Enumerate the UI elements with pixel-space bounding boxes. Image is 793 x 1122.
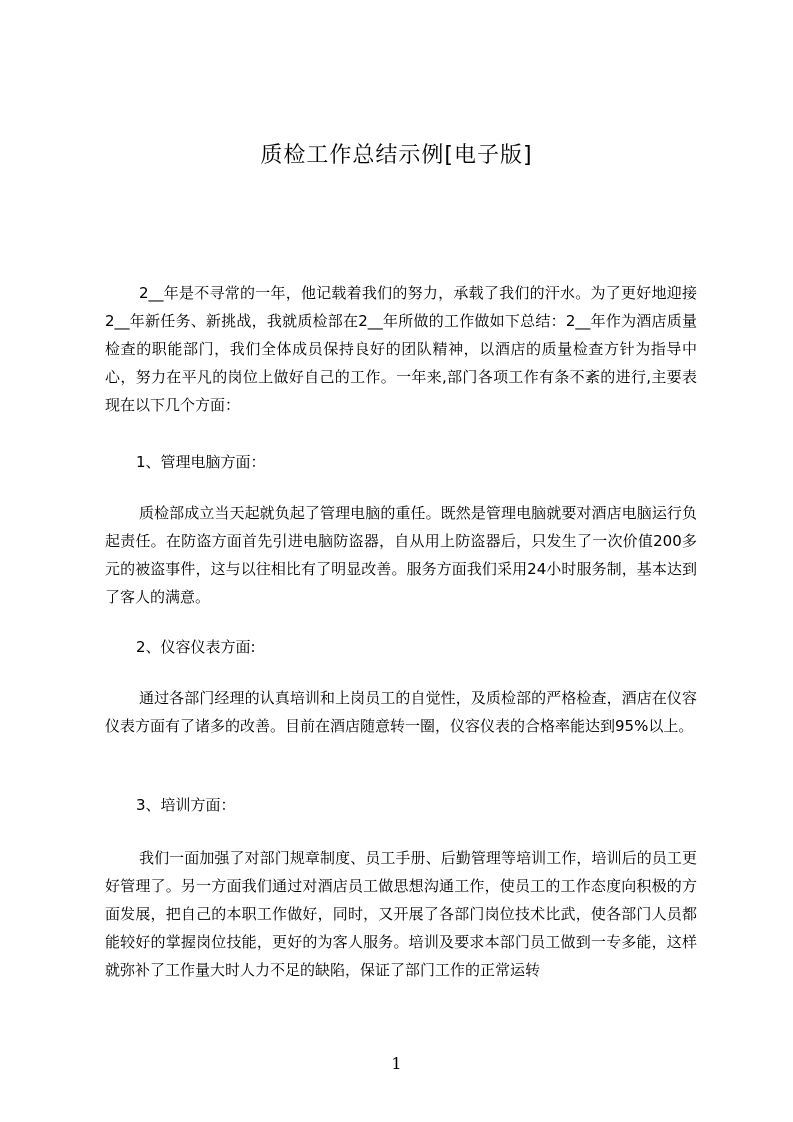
section-heading-training: 3、培训方面： [136, 796, 236, 814]
section-body-computer: 质检部成立当天起就负起了管理电脑的重任。既然是管理电脑就要对酒店电脑运行负起责任。在防盗方面首先引进电脑防盗器，自从用上防盗器后，只发生了一次价值200多元的被盗事件，这与以往相比有了明显改善。服务方面我们采用24小时服务制，基本达到了客人的满意。 [105, 504, 697, 606]
section-heading-appearance: 2、仪容仪表方面: [136, 638, 256, 656]
intro-paragraph: 2__年是不寻常的一年，他记载着我们的努力，承载了我们的汗水。为了更好地迎接2__年新任务、新挑战，我就质检部在2__年所做的工作做如下总结：2__年作为酒店质量检查的职能部门，我们全体成员保持良好的团队精神，以酒店的质量检查方针为指导中心，努力在平凡的岗位上做好自己的工作。一年来,部门各项工作有条不紊的进行,主要表现在以下几个方面： [105, 284, 697, 414]
section-body-appearance: 通过各部门经理的认真培训和上岗员工的自觉性，及质检部的严格检查，酒店在仪容仪表方面有了诸多的改善。目前在酒店随意转一圈，仪容仪表的合格率能达到95%以上。 [105, 689, 697, 735]
page-number: 1 [391, 1054, 402, 1073]
section-body-training: 我们一面加强了对部门规章制度、员工手册、后勤管理等培训工作，培训后的员工更好管理了。另一方面我们通过对酒店员工做思想沟通工作，使员工的工作态度向积极的方面发展，把自己的本职工作做好，同时，又开展了各部门岗位技术比武，使各部门人员都能较好的掌握岗位技能，更好的为客人服务。培训及要求本部门员工做到一专多能，这样就弥补了工作量大时人力不足的缺陷，保证了部门工作的正常运转 [105, 849, 697, 979]
document-title: 质检工作总结示例[电子版] [260, 143, 533, 168]
section-heading-computer: 1、管理电脑方面： [136, 453, 266, 471]
